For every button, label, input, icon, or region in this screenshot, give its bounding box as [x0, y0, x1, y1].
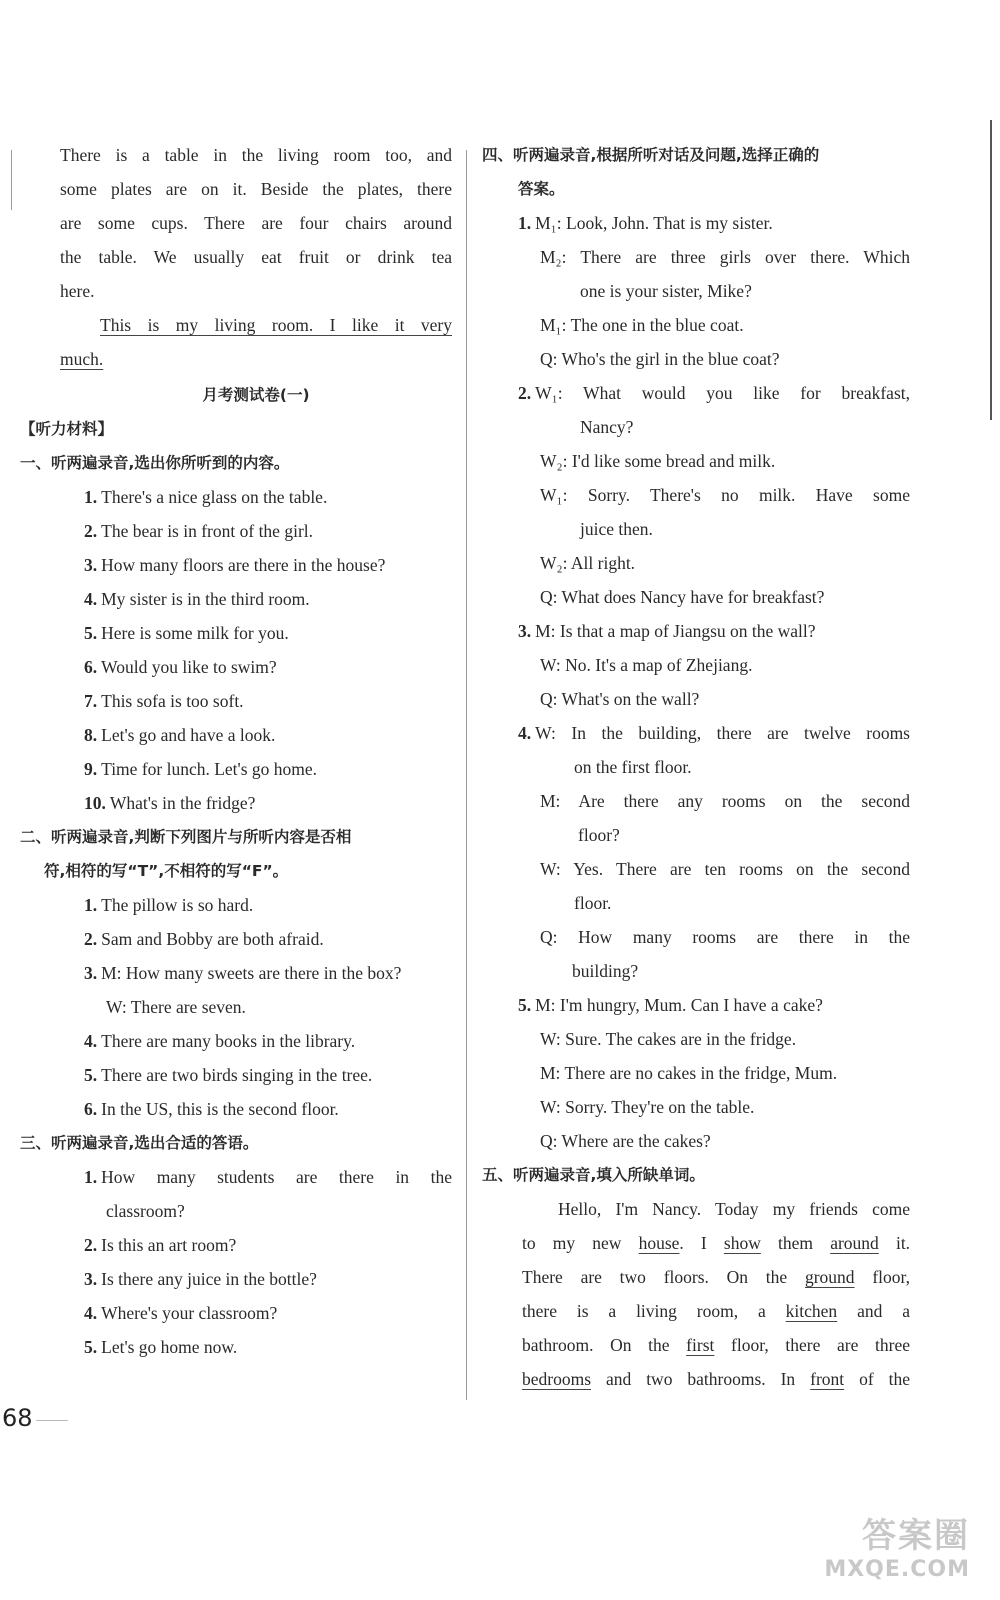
question-line: building? — [572, 961, 639, 981]
watermark-url: MXQE.COM — [824, 1557, 970, 1582]
dialogue-line: on the first floor. — [574, 757, 692, 777]
list-item: 8. Let's go and have a look. — [84, 725, 276, 745]
question-line: Q: What does Nancy have for breakfast? — [540, 587, 825, 607]
list-item: 2. The bear is in front of the girl. — [84, 521, 314, 541]
passage-line: There are two floors. On the ground floor, — [522, 1267, 910, 1287]
list-item: 3. How many floors are there in the house? — [84, 555, 386, 575]
watermark — [824, 1508, 970, 1582]
dialogue-line: M₂: There are three girls over there. Which — [540, 247, 910, 267]
dialogue-line: W: No. It's a map of Zhejiang. — [540, 655, 753, 675]
passage-line: bathroom. On the first floor, there are three — [522, 1335, 910, 1355]
filled-blank: front — [810, 1369, 845, 1389]
binding-edge — [990, 120, 992, 420]
dialogue-line: M: Are there any rooms on the second — [540, 791, 910, 811]
dialogue-line: 4. W: In the building, there are twelve rooms — [518, 723, 910, 743]
list-item: 2. Sam and Bobby are both afraid. — [84, 929, 324, 949]
list-item: 1. There's a nice glass on the table. — [84, 487, 328, 507]
question-line: Q: What's on the wall? — [540, 689, 700, 709]
filled-blank: ground — [804, 1267, 855, 1287]
section-5-title: 五、听两遍录音,填入所缺单词。 — [482, 1166, 705, 1184]
list-item: 6. In the US, this is the second floor. — [84, 1099, 339, 1119]
dialogue-line: W₁: Sorry. There's no milk. Have some — [540, 485, 910, 505]
passage-line: bedrooms and two bathrooms. In front of the — [522, 1369, 910, 1389]
list-item: 3. Is there any juice in the bottle? — [84, 1269, 317, 1289]
list-item: 10. What's in the fridge? — [84, 793, 256, 813]
dialogue-line: one is your sister, Mike? — [580, 281, 752, 301]
list-item: 5. There are two birds singing in the tree. — [84, 1065, 373, 1085]
question-line: Q: Who's the girl in the blue coat? — [540, 349, 780, 369]
filled-blank: house — [638, 1233, 680, 1253]
passage-line: here. — [60, 281, 95, 301]
page-number: 68 — [2, 1404, 33, 1432]
list-item: 4. My sister is in the third room. — [84, 589, 310, 609]
column-divider — [466, 150, 467, 1400]
dialogue-line: floor. — [574, 893, 612, 913]
list-item: 4. Where's your classroom? — [84, 1303, 278, 1323]
list-item: 9. Time for lunch. Let's go home. — [84, 759, 318, 779]
section-4-title: 四、听两遍录音,根据所听对话及问题,选择正确的 — [482, 146, 820, 164]
margin-rule-left — [11, 150, 12, 210]
dialogue-line: W: Sure. The cakes are in the fridge. — [540, 1029, 797, 1049]
list-item: 6. Would you like to swim? — [84, 657, 277, 677]
list-item: 5. Let's go home now. — [84, 1337, 238, 1357]
list-item: 2. Is this an art room? — [84, 1235, 237, 1255]
passage-line: the table. We usually eat fruit or drink tea — [60, 247, 452, 267]
filled-blank: first — [686, 1335, 715, 1355]
dialogue-line: W₂: All right. — [540, 553, 636, 573]
page-number-rule — [36, 1420, 68, 1421]
watermark-logo-text: 答案圈 — [862, 1516, 970, 1556]
list-item: 5. Here is some milk for you. — [84, 623, 289, 643]
filled-blank: bedrooms — [522, 1369, 592, 1389]
passage-line: to my new house. I show them around it. — [522, 1233, 910, 1253]
dialogue-line: Nancy? — [580, 417, 634, 437]
list-item: 7. This sofa is too soft. — [84, 691, 244, 711]
passage-line: There is a table in the living room too, and — [60, 145, 452, 165]
list-item: 1. How many students are there in the — [84, 1167, 452, 1187]
list-item: 3. M: How many sweets are there in the box? — [84, 963, 402, 983]
section-2-title-cont: 符,相符的写“T”,不相符的写“F”。 — [44, 862, 289, 880]
dialogue-line: 5. M: I'm hungry, Mum. Can I have a cake? — [518, 995, 823, 1015]
passage-line: are some cups. There are four chairs around — [60, 213, 452, 233]
question-line: Q: Where are the cakes? — [540, 1131, 711, 1151]
dialogue-line: 1. M₁: Look, John. That is my sister. — [518, 213, 773, 233]
passage-line: there is a living room, a kitchen and a — [522, 1301, 910, 1321]
filled-blank: show — [723, 1233, 761, 1253]
filled-blank: around — [830, 1233, 879, 1253]
dialogue-line: floor? — [578, 825, 620, 845]
list-item-cont: classroom? — [106, 1201, 185, 1221]
dialogue-line: M: There are no cakes in the fridge, Mum. — [540, 1063, 838, 1083]
passage-line: Hello, I'm Nancy. Today my friends come — [558, 1199, 910, 1219]
section-2-title: 二、听两遍录音,判断下列图片与所听内容是否相 — [20, 828, 352, 846]
dialogue-line: 3. M: Is that a map of Jiangsu on the wall? — [518, 621, 816, 641]
dialogue-line: W: Yes. There are ten rooms on the second — [540, 859, 910, 879]
dialogue-line: 2. W₁: What would you like for breakfast, — [518, 383, 910, 403]
dialogue-line: W: There are seven. — [106, 997, 246, 1017]
dialogue-line: W: Sorry. They're on the table. — [540, 1097, 755, 1117]
answer-sentence-end: much. — [60, 349, 104, 369]
dialogue-line: M₁: The one in the blue coat. — [540, 315, 744, 335]
section-1-title: 一、听两遍录音,选出你所听到的内容。 — [20, 454, 290, 472]
dialogue-line: W₂: I'd like some bread and milk. — [540, 451, 776, 471]
section-3-title: 三、听两遍录音,选出合适的答语。 — [20, 1134, 259, 1152]
question-line: Q: How many rooms are there in the — [540, 927, 910, 947]
left-column — [20, 138, 452, 1364]
right-column — [482, 138, 910, 1396]
answer-sentence: This is my living room. I like it very — [100, 315, 452, 335]
section-4-title-cont: 答案。 — [518, 180, 565, 198]
list-item: 4. There are many books in the library. — [84, 1031, 356, 1051]
listening-material-label: 【听力材料】 — [20, 420, 114, 438]
passage-line: some plates are on it. Beside the plates, there — [60, 179, 452, 199]
dialogue-line: juice then. — [580, 519, 653, 539]
filled-blank: kitchen — [785, 1301, 838, 1321]
list-item: 1. The pillow is so hard. — [84, 895, 254, 915]
test-title: 月考测试卷(一) — [202, 386, 310, 404]
